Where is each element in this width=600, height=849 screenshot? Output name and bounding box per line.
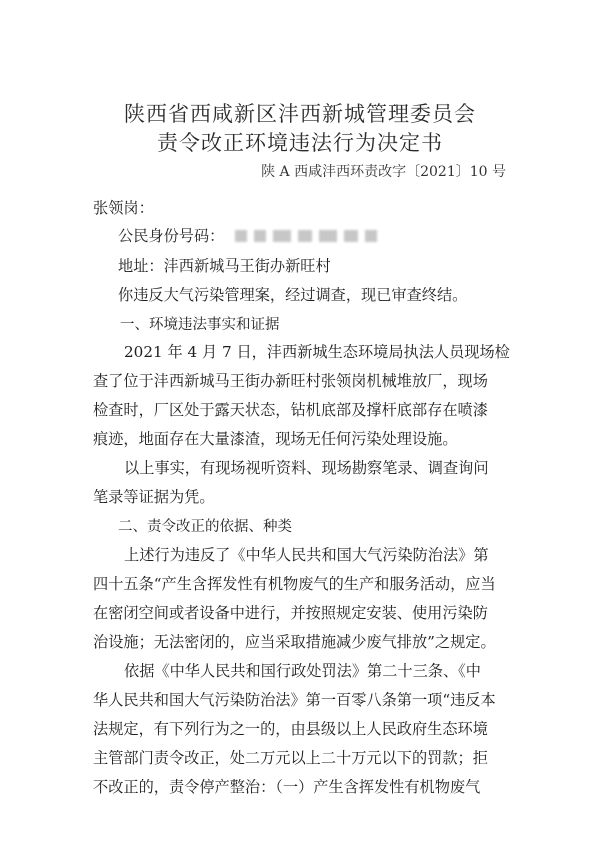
document-number: 陕 A 西咸沣西环责改字〔2021〕10 号 [261, 164, 506, 180]
id-number-line [118, 225, 384, 246]
paragraph-line: 在密闭空间或者设备中进行，并按照规定安装、使用污染防 [93, 604, 488, 622]
paragraph-line: 查了位于沣西新城马王街办新旺村张领岗机械堆放厂，现场 [93, 372, 488, 390]
paragraph-line: 检查时，厂区处于露天状态，钻机底部及撑杆底部存在喷漆 [93, 401, 488, 419]
party-address: 地址：沣西新城马王街办新旺村 [118, 257, 331, 275]
paragraph-line: 依据《中华人民共和国行政处罚法》第二十三条、《中 [124, 662, 481, 680]
section-1-heading: 一、环境违法事实和证据 [120, 317, 280, 333]
party-name: 张领岗： [93, 199, 154, 217]
paragraph-line: 以上事实，有现场视听资料、现场勘察笔录、调查询问 [124, 459, 489, 477]
case-intro: 你违反大气污染管理案，经过调查，现已审查终结。 [118, 286, 468, 304]
paragraph-line: 痕迹，地面存在大量漆渣，现场无任何污染处理设施。 [93, 430, 458, 448]
paragraph-line: 不改正的，责令停产整治：（一）产生含挥发性有机物废气 [93, 778, 481, 796]
issuing-organization: 陕西省西咸新区沣西新城管理委员会 [124, 102, 476, 126]
paragraph-line: 四十五条“产生含挥发性有机物废气的生产和服务活动，应当 [93, 575, 496, 593]
paragraph-line: 上述行为违反了《中华人民共和国大气污染防治法》第 [124, 546, 489, 564]
paragraph-line: 2021 年 4 月 7 日，沣西新城生态环境局执法人员现场检 [124, 343, 510, 361]
paragraph-line: 笔录等证据为凭。 [93, 488, 215, 506]
redacted-id-number [235, 228, 384, 246]
paragraph-line: 法规定，有下列行为之一的，由县级以上人民政府生态环境 [93, 720, 488, 738]
section-2-heading: 二、责令改正的依据、种类 [118, 519, 292, 535]
paragraph-line: 主管部门责令改正，处二万元以上二十万元以下的罚款；拒 [93, 749, 488, 767]
paragraph-line: 治设施；无法密闭的，应当采取措施减少废气排放”之规定。 [93, 633, 496, 651]
paragraph-line: 华人民共和国大气污染防治法》第一百零八条第一项“违反本 [93, 691, 496, 709]
id-number-label: 公民身份号码： [118, 227, 225, 245]
document-title: 责令改正环境违法行为决定书 [157, 131, 443, 155]
